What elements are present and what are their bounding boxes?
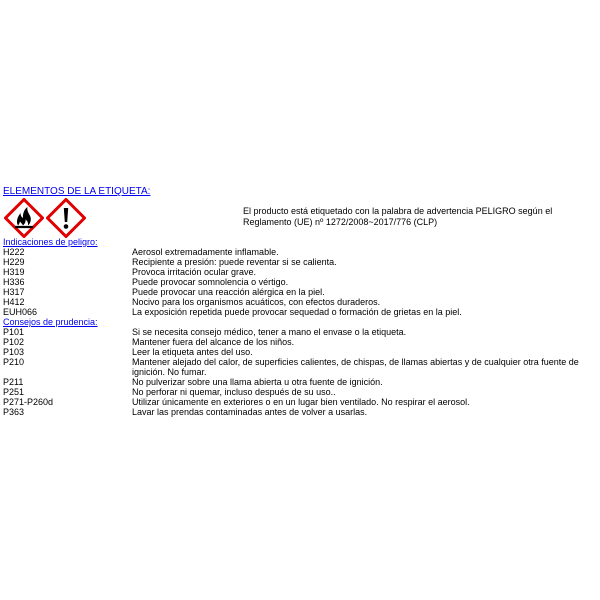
statement-text: Lavar las prendas contaminadas antes de volver a usarlas. — [132, 407, 368, 417]
statement-code: H412 — [3, 297, 25, 307]
statement-text: Mantener fuera del alcance de los niños. — [132, 337, 295, 347]
statement-code: H336 — [3, 277, 25, 287]
list-item — [3, 347, 599, 357]
statement-code: P251 — [3, 387, 25, 397]
statement-code: H229 — [3, 257, 25, 267]
hazard-pictograms — [2, 198, 86, 238]
statement-text: Si se necesita consejo médico, tener a mano el envase o la etiqueta. — [132, 327, 407, 337]
precautionary-statements — [3, 317, 599, 417]
precautionary-statements-title[interactable]: Consejos de prudencia: — [3, 317, 98, 327]
hazard-statements-title[interactable]: Indicaciones de peligro: — [3, 237, 98, 247]
list-item — [3, 307, 599, 317]
statement-text: Aerosol extremadamente inflamable. — [132, 247, 279, 257]
list-item — [3, 407, 599, 417]
statement-code: EUH066 — [3, 307, 38, 317]
statement-text: Recipiente a presión: puede reventar si se calienta. — [132, 257, 337, 267]
list-item — [3, 377, 599, 387]
statement-code: H317 — [3, 287, 25, 297]
list-item — [3, 257, 599, 267]
list-item — [3, 397, 599, 407]
statement-text: Leer la etiqueta antes del uso. — [132, 347, 253, 357]
list-item — [3, 357, 599, 377]
statement-text: Mantener alejado del calor, de superficies calientes, de chispas, de llamas abiertas y de cualquier otra fuente de ignición. No fumar. — [132, 357, 579, 377]
list-item — [3, 287, 599, 297]
exclamation-icon — [46, 198, 86, 238]
statement-text: La exposición repetida puede provocar sequedad o formación de grietas en la piel. — [132, 307, 462, 317]
flame-icon — [4, 198, 44, 238]
statement-code: P102 — [3, 337, 25, 347]
statement-code: P101 — [3, 327, 25, 337]
list-item — [3, 297, 599, 307]
statement-text: Provoca irritación ocular grave. — [132, 267, 257, 277]
signal-word-statement: El producto está etiquetado con la palabra de advertencia PELIGRO según el Reglamento (UE) nº 1272/2008~2017/776 (CLP) — [243, 206, 553, 227]
statement-code: P210 — [3, 357, 25, 367]
list-item — [3, 387, 599, 397]
statement-code: P211 — [3, 377, 24, 387]
statement-code: P363 — [3, 407, 25, 417]
list-item — [3, 277, 599, 287]
statement-code: P103 — [3, 347, 25, 357]
statement-text: No perforar ni quemar, incluso después de su uso.. — [132, 387, 336, 397]
statement-text: Utilizar únicamente en exteriores o en un lugar bien ventilado. No respirar el aerosol. — [132, 397, 470, 407]
statement-code: H319 — [3, 267, 25, 277]
statement-text: Puede provocar somnolencia o vértigo. — [132, 277, 289, 287]
list-item — [3, 267, 599, 277]
list-item — [3, 247, 599, 257]
statement-text: Puede provocar una reacción alérgica en la piel. — [132, 287, 325, 297]
hazard-statements — [3, 237, 599, 317]
list-item — [3, 327, 599, 337]
list-item — [3, 337, 599, 347]
statement-code: H222 — [3, 247, 25, 257]
label-elements-heading[interactable]: ELEMENTOS DE LA ETIQUETA: — [3, 186, 151, 197]
statement-text: No pulverizar sobre una llama abierta u otra fuente de ignición. — [132, 377, 383, 387]
statement-code: P271-P260d — [3, 397, 54, 407]
statement-text: Nocivo para los organismos acuáticos, con efectos duraderos. — [132, 297, 381, 307]
